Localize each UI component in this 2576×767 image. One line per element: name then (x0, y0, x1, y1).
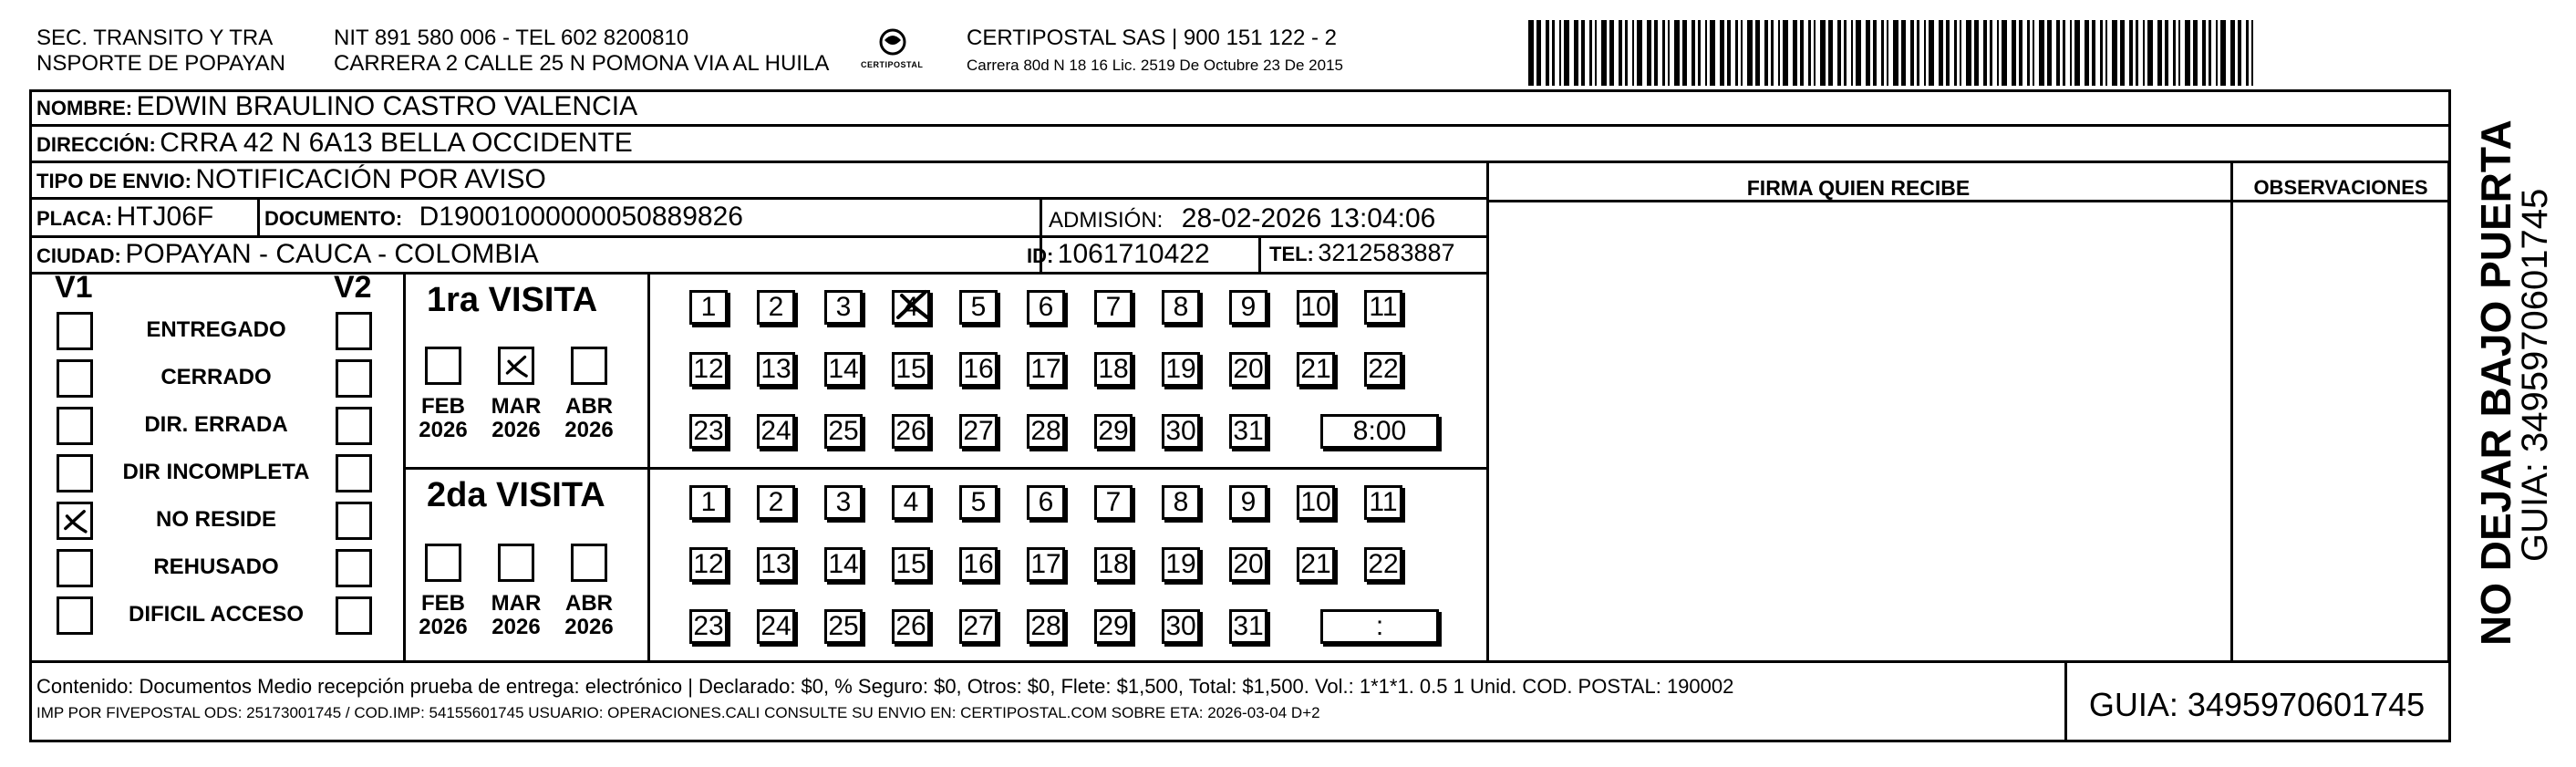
sender-line-1: SEC. TRANSITO Y TRA (36, 26, 274, 50)
visit1-day-box-19[interactable]: 19 (1162, 352, 1200, 387)
visit1-day-box-8[interactable]: 8 (1162, 290, 1200, 325)
status-label-1: CERRADO (160, 365, 272, 389)
v2-checkbox-3[interactable] (336, 454, 372, 492)
visit2-day-box-15[interactable]: 15 (892, 547, 930, 582)
visit2-day-box-1[interactable]: 1 (689, 485, 728, 520)
v2-label: V2 (334, 270, 372, 305)
v1-checkbox-1[interactable] (57, 359, 93, 398)
visit1-day-box-5[interactable]: 5 (959, 290, 998, 325)
tel-label: TEL: (1269, 243, 1314, 265)
visit1-day-box-22[interactable]: 22 (1364, 352, 1402, 387)
visit2-day-box-29[interactable]: 29 (1094, 609, 1133, 644)
visit2-day-box-14[interactable]: 14 (824, 547, 863, 582)
visit2-day-box-10[interactable]: 10 (1297, 485, 1335, 520)
documento-row (264, 202, 743, 233)
visit1-day-box-30[interactable]: 30 (1162, 414, 1200, 449)
visit1-day-box-27[interactable]: 27 (959, 414, 998, 449)
nombre-row (36, 91, 637, 122)
status-label-0: ENTREGADO (146, 317, 286, 342)
visit2-day-box-25[interactable]: 25 (824, 609, 863, 644)
visit1-day-box-18[interactable]: 18 (1094, 352, 1133, 387)
visit2-month-label-0: FEB (421, 591, 465, 616)
tipo-envio-label: TIPO DE ENVIO: (36, 170, 191, 192)
v1-checkbox-3[interactable] (57, 454, 93, 492)
visit1-day-box-28[interactable]: 28 (1027, 414, 1065, 449)
documento-value: D19001000000050889826 (419, 202, 743, 232)
logo-text: CERTIPOSTAL (861, 60, 924, 69)
tel-row (1269, 239, 1455, 267)
visit1-time-box[interactable]: 8:00 (1320, 414, 1439, 449)
visit2-day-box-23[interactable]: 23 (689, 609, 728, 644)
visit1-day-box-26[interactable]: 26 (892, 414, 930, 449)
direccion-value: CRRA 42 N 6A13 BELLA OCCIDENTE (160, 128, 633, 158)
visit1-day-box-12[interactable]: 12 (689, 352, 728, 387)
visit2-day-box-21[interactable]: 21 (1297, 547, 1335, 582)
visit1-day-box-17[interactable]: 17 (1027, 352, 1065, 387)
visit2-title: 2da VISITA (427, 476, 605, 514)
visit2-month-year-1: 2026 (491, 615, 541, 639)
sender-line-2: NSPORTE DE POPAYAN (36, 51, 285, 76)
status-label-3: DIR INCOMPLETA (122, 460, 310, 484)
nombre-value: EDWIN BRAULINO CASTRO VALENCIA (136, 91, 638, 121)
carrier-line-2: Carrera 80d N 18 16 Lic. 2519 De Octubre 23 De 2015 (967, 57, 1343, 74)
v2-checkbox-4[interactable] (336, 502, 372, 540)
visit1-month-year-0: 2026 (419, 418, 468, 442)
id-value: 1061710422 (1057, 239, 1210, 269)
visit1-day-box-29[interactable]: 29 (1094, 414, 1133, 449)
status-label-5: REHUSADO (153, 555, 279, 579)
v1-checkbox-5[interactable] (57, 549, 93, 587)
visit2-day-box-7[interactable]: 7 (1094, 485, 1133, 520)
v2-checkbox-2[interactable] (336, 407, 372, 445)
admision-value: 28-02-2026 13:04:06 (1181, 203, 1436, 233)
footer-imp-line: IMP POR FIVEPOSTAL ODS: 25173001745 / COD.IMP: 54155601745 USUARIO: OPERACIONES.CALI CONSULTE SU ENVIO EN: CERTIPOSTAL.COM SOBRE ETA: 2026-03-04 D+2 (36, 704, 1320, 721)
visit1-day-box-25[interactable]: 25 (824, 414, 863, 449)
tel-value: 3212583887 (1318, 239, 1455, 266)
v2-checkbox-1[interactable] (336, 359, 372, 398)
footer-guia-box: GUIA: 3495970601745 (2088, 686, 2426, 723)
no-dejar-bajo-puerta-text: NO DEJAR BAJO PUERTA (2472, 119, 2519, 646)
visit2-day-box-22[interactable]: 22 (1364, 547, 1402, 582)
visit2-day-box-3[interactable]: 3 (824, 485, 863, 520)
direccion-row (36, 128, 633, 159)
visit1-title: 1ra VISITA (427, 281, 598, 319)
visit1-month-year-2: 2026 (564, 418, 614, 442)
visit1-day-box-7[interactable]: 7 (1094, 290, 1133, 325)
visit2-day-box-8[interactable]: 8 (1162, 485, 1200, 520)
visit1-month-checkbox-0[interactable] (425, 347, 461, 385)
visit2-day-box-19[interactable]: 19 (1162, 547, 1200, 582)
visit1-day-box-9[interactable]: 9 (1229, 290, 1267, 325)
visit1-day-box-31[interactable]: 31 (1229, 414, 1267, 449)
visit1-day-box-15[interactable]: 15 (892, 352, 930, 387)
visit2-day-box-2[interactable]: 2 (757, 485, 795, 520)
visit2-month-label-2: ABR (565, 591, 613, 616)
visit1-day-box-13[interactable]: 13 (757, 352, 795, 387)
v1-label: V1 (55, 270, 93, 305)
visit2-day-box-18[interactable]: 18 (1094, 547, 1133, 582)
status-label-4: NO RESIDE (155, 507, 277, 532)
visit2-month-year-0: 2026 (419, 615, 468, 639)
tipo-envio-value: NOTIFICACIÓN POR AVISO (195, 164, 546, 194)
visit2-day-box-24[interactable]: 24 (757, 609, 795, 644)
visit2-day-box-17[interactable]: 17 (1027, 547, 1065, 582)
visit1-day-box-23[interactable]: 23 (689, 414, 728, 449)
admision-label: ADMISIÓN: (1049, 208, 1164, 233)
visit2-day-box-20[interactable]: 20 (1229, 547, 1267, 582)
v1-checkbox-6[interactable] (57, 596, 93, 635)
v1-checkbox-4[interactable] (57, 502, 93, 540)
visit1-day-box-20[interactable]: 20 (1229, 352, 1267, 387)
visit1-month-checkbox-2[interactable] (571, 347, 607, 385)
status-label-6: DIFICIL ACCESO (128, 602, 304, 627)
admision-row (1049, 203, 1435, 234)
visit2-day-box-27[interactable]: 27 (959, 609, 998, 644)
visit1-month-checkbox-1[interactable] (498, 347, 534, 385)
visit2-day-box-6[interactable]: 6 (1027, 485, 1065, 520)
visit2-month-year-2: 2026 (564, 615, 614, 639)
certipostal-logo (861, 26, 925, 77)
v2-checkbox-5[interactable] (336, 549, 372, 587)
visit1-month-label-0: FEB (421, 394, 465, 419)
visit2-month-checkbox-0[interactable] (425, 544, 461, 582)
visit2-day-box-26[interactable]: 26 (892, 609, 930, 644)
id-row (1027, 239, 1210, 270)
visit2-month-label-1: MAR (491, 591, 542, 616)
id-label: ID: (1027, 244, 1054, 267)
visit2-day-box-28[interactable]: 28 (1027, 609, 1065, 644)
visit2-day-box-30[interactable]: 30 (1162, 609, 1200, 644)
direccion-label: DIRECCIÓN: (36, 133, 156, 156)
visit2-time-box[interactable]: : (1320, 609, 1439, 644)
placa-row (36, 202, 213, 233)
visit1-day-box-21[interactable]: 21 (1297, 352, 1335, 387)
visit1-day-box-3[interactable]: 3 (824, 290, 863, 325)
tipo-envio-row (36, 164, 546, 195)
v2-checkbox-6[interactable] (336, 596, 372, 635)
visit2-day-box-31[interactable]: 31 (1229, 609, 1267, 644)
observaciones-label: OBSERVACIONES (2253, 176, 2428, 199)
nit-line-2: CARRERA 2 CALLE 25 N POMONA VIA AL HUILA (334, 51, 830, 76)
visit2-month-checkbox-2[interactable] (571, 544, 607, 582)
visit2-day-box-16[interactable]: 16 (959, 547, 998, 582)
v2-checkbox-0[interactable] (336, 312, 372, 350)
visit1-day-box-1[interactable]: 1 (689, 290, 728, 325)
v1-checkbox-2[interactable] (57, 407, 93, 445)
status-label-2: DIR. ERRADA (144, 412, 288, 437)
visit2-day-box-9[interactable]: 9 (1229, 485, 1267, 520)
visit1-day-box-11[interactable]: 11 (1364, 290, 1402, 325)
nombre-label: NOMBRE: (36, 97, 133, 119)
ciudad-row (36, 239, 539, 270)
firma-quien-recibe-label: FIRMA QUIEN RECIBE (1746, 176, 1971, 200)
footer-content-line: Contenido: Documentos Medio recepción prueba de entrega: electrónico | Declarado: $0, % Seguro: $0, Otros: $0, Flete: $1,500, Total: $1,500. Vol.: 1*1*1. 0.5 1 Unid. COD. POSTAL: 190002 (36, 675, 1734, 698)
ciudad-label: CIUDAD: (36, 244, 121, 267)
placa-label: PLACA: (36, 207, 113, 230)
visit2-day-box-13[interactable]: 13 (757, 547, 795, 582)
visit1-day-box-2[interactable]: 2 (757, 290, 795, 325)
carrier-line-1: CERTIPOSTAL SAS | 900 151 122 - 2 (967, 26, 1337, 50)
visit2-day-box-11[interactable]: 11 (1364, 485, 1402, 520)
visit1-month-label-2: ABR (565, 394, 613, 419)
visit1-day-box-16[interactable]: 16 (959, 352, 998, 387)
visit1-day-box-14[interactable]: 14 (824, 352, 863, 387)
visit2-day-box-12[interactable]: 12 (689, 547, 728, 582)
placa-value: HTJ06F (116, 202, 214, 232)
visit1-day-box-6[interactable]: 6 (1027, 290, 1065, 325)
visit2-day-box-5[interactable]: 5 (959, 485, 998, 520)
documento-label: DOCUMENTO: (264, 207, 403, 230)
visit1-month-year-1: 2026 (491, 418, 541, 442)
visit1-month-label-1: MAR (491, 394, 542, 419)
visit2-month-checkbox-1[interactable] (498, 544, 534, 582)
visit1-day-box-24[interactable]: 24 (757, 414, 795, 449)
barcode (1528, 20, 2265, 86)
side-guia-text: GUIA: 3495970601745 (2515, 188, 2555, 562)
nit-line-1: NIT 891 580 006 - TEL 602 8200810 (334, 26, 689, 50)
v1-checkbox-0[interactable] (57, 312, 93, 350)
visit1-day-box-10[interactable]: 10 (1297, 290, 1335, 325)
visit2-day-box-4[interactable]: 4 (892, 485, 930, 520)
ciudad-value: POPAYAN - CAUCA - COLOMBIA (125, 239, 539, 269)
visit1-day-box-4[interactable]: 4 (892, 290, 930, 325)
